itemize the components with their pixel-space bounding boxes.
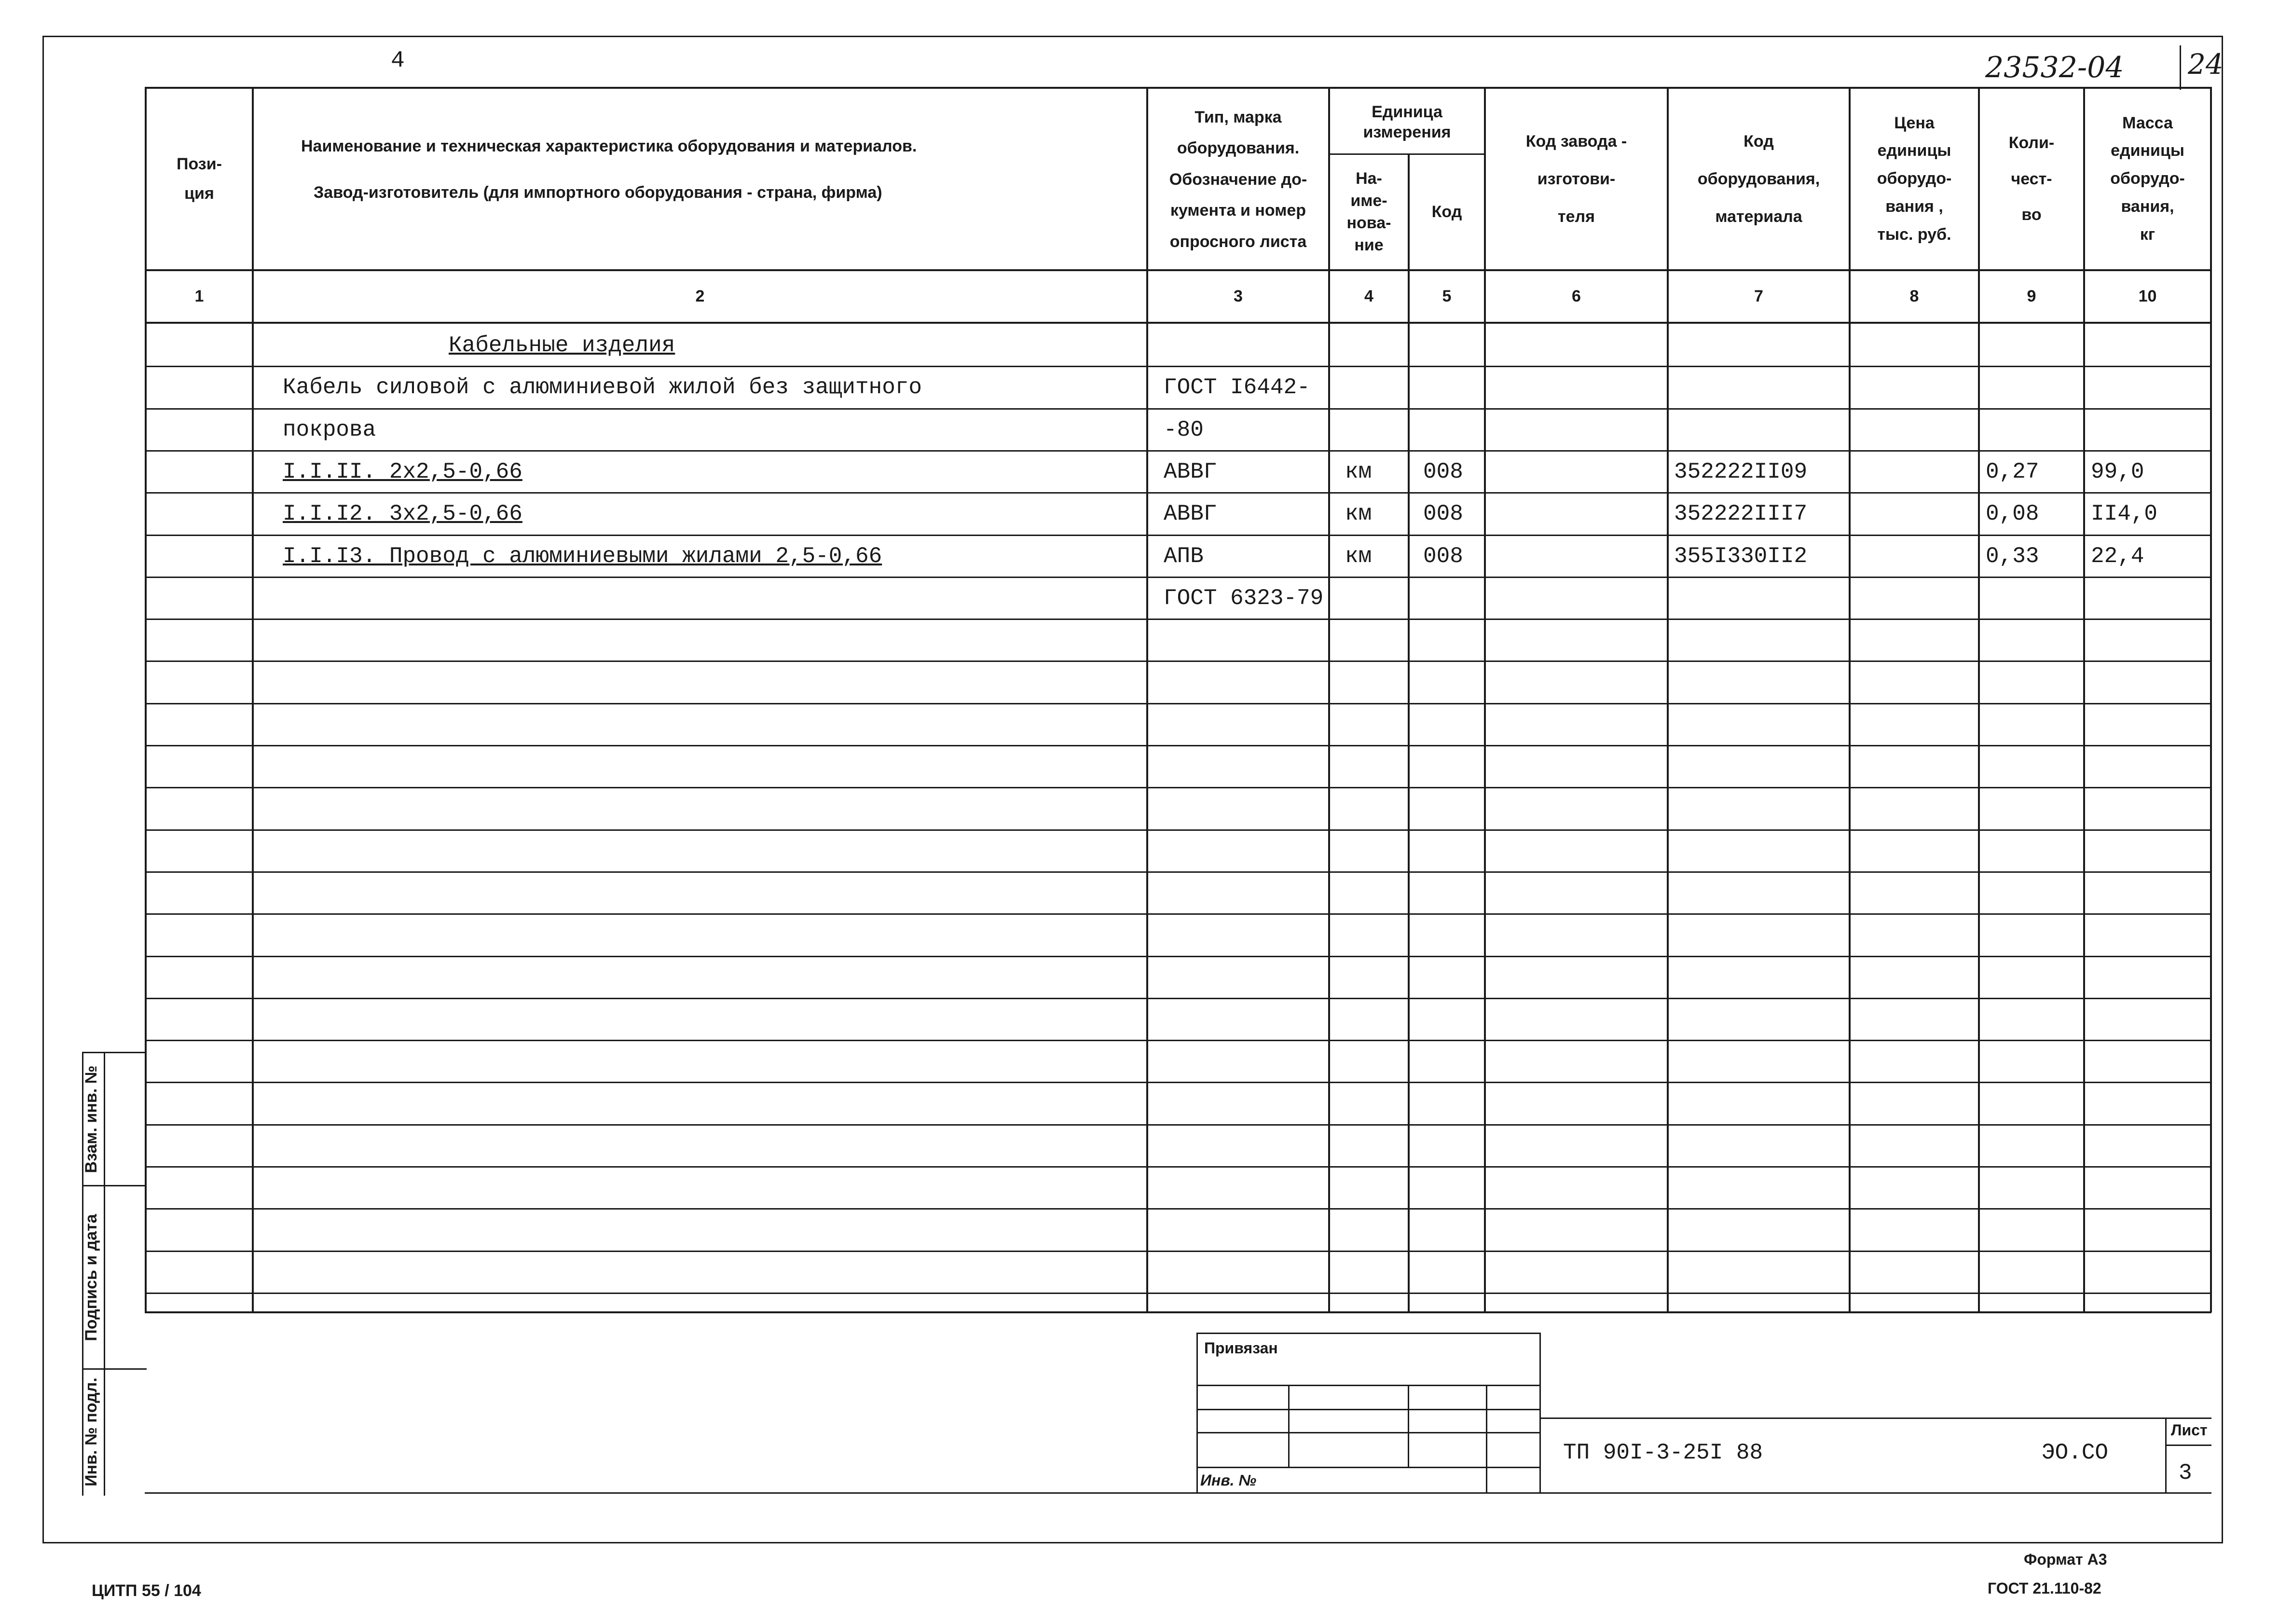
header-name-line1: Наименование и техническая характеристика оборудования и материалов. [301,137,917,155]
bound-grid-v2 [1408,1385,1409,1467]
stamp-label: ЦИТП 55 / 104 [92,1582,201,1600]
row-name: Кабель силовой с алюминиевой жилой без защитного [283,375,922,400]
col-divider-7 [1849,87,1851,1312]
unit-group-divider [1328,153,1486,155]
col-divider-5 [1484,87,1486,1312]
frame-right [2222,36,2223,1543]
bound-grid-h4 [1196,1467,1541,1468]
column-number: 6 [1572,287,1581,305]
frame-top [42,36,2223,37]
row-type: ГОСТ I6442- [1164,375,1310,400]
header-type-text: Тип, марка оборудования. Обозначение до- кумента и номер опросного листа [1169,108,1307,251]
header-price [1851,89,1978,269]
header-position-text: Пози- ция [177,154,222,203]
stamp-sign-date: Подпись и дата [82,1214,100,1341]
bound-label: Привязан [1204,1339,1278,1357]
page-index-box-left [2180,45,2181,90]
bound-box-left [1196,1333,1198,1494]
row-material-code: 352222III7 [1674,501,1808,526]
column-number: 7 [1754,287,1763,305]
row-material-code: 352222II09 [1674,459,1808,484]
col-divider-1 [252,87,254,1312]
row-line [145,913,2211,915]
row-mass: 99,0 [2091,459,2144,484]
designation-top [1539,1418,2211,1419]
col-divider-8 [1978,87,1980,1312]
row-line [145,1082,2211,1083]
row-type: -80 [1164,417,1204,442]
column-number: 2 [695,287,705,305]
row-line [145,661,2211,662]
col-divider-9 [2083,87,2085,1312]
header-unit-name-text: На- име- нова- ние [1346,169,1391,254]
header-type [1148,92,1328,267]
bound-grid-v3 [1486,1385,1487,1494]
stamp-top [82,1052,147,1053]
header-name-line2: Завод-изготовитель (для импортного оборудования - страна, фирма) [314,183,882,202]
row-code: 008 [1423,459,1463,484]
column-number: 3 [1234,287,1243,305]
col-divider-4 [1408,153,1410,1311]
row-name: I.I.I3. Провод с алюминиевыми жилами 2,5-0,66 [283,544,882,569]
bound-grid-v1 [1288,1385,1290,1467]
bound-box-right [1539,1333,1541,1494]
header-unit-group [1330,92,1484,152]
column-number: 5 [1442,287,1452,305]
frame-bottom [42,1542,2223,1543]
row-line [145,577,2211,578]
row-line [145,1040,2211,1041]
designation: ТП 90I-3-25I 88 [1563,1440,1763,1465]
row-quantity: 0,27 [1986,459,2039,484]
header-unit-code-text: Код [1431,203,1462,221]
row-line [145,1124,2211,1126]
header-factory-code-text: Код завода - изготови- теля [1525,132,1627,226]
row-line [145,535,2211,536]
header-unit-name [1330,155,1408,269]
row-type: АВВГ [1164,501,1217,526]
row-line [145,408,2211,410]
row-line [145,492,2211,494]
bound-grid-h1 [1196,1385,1541,1386]
column-number: 9 [2027,287,2036,305]
stamp-inv-no: Взам. инв. № [82,1065,100,1173]
row-line [145,1208,2211,1210]
title-top [145,1311,2211,1313]
header-mass [2085,89,2210,269]
sheet-number: 3 [2179,1460,2192,1486]
row-line [145,998,2211,999]
row-unit: км [1345,544,1372,569]
row-name: покрова [283,417,376,442]
format-label: Формат А3 [2024,1551,2107,1568]
header-factory-code [1486,89,1667,269]
row-name: Кабельные изделия [449,333,675,358]
row-line [145,366,2211,367]
column-number: 1 [194,287,204,305]
row-type: АВВГ [1164,459,1217,484]
row-line [145,787,2211,788]
frame-left [42,36,44,1543]
row-quantity: 0,33 [1986,544,2039,569]
row-unit: км [1345,501,1372,526]
row-code: 008 [1423,501,1463,526]
top-number: 4 [391,48,405,74]
row-mass: II4,0 [2091,501,2158,526]
sheet-cell-left [2165,1418,2167,1494]
row-line [145,871,2211,873]
row-line [145,745,2211,746]
row-line [145,1251,2211,1252]
title-bottom [145,1492,2211,1494]
bound-box-top [1196,1333,1541,1334]
header-unit-code [1410,155,1484,269]
bound-grid-h3 [1196,1432,1541,1433]
row-line [145,703,2211,704]
column-number: 4 [1364,287,1373,305]
header-price-text: Цена единицы оборудо- вания , тыс. руб. [1877,113,1952,244]
stamp-divider-col [104,1052,105,1496]
col-divider-2 [1146,87,1148,1312]
row-line [145,829,2211,831]
column-number: 10 [2138,287,2157,305]
standard-label: ГОСТ 21.110-82 [1988,1580,2101,1597]
row-line [145,1293,2211,1294]
row-name: I.I.II. 2х2,5-0,66 [283,459,522,484]
header-mass-text: Масса единицы оборудо- вания, кг [2110,113,2185,244]
header-material-code [1669,89,1849,269]
row-unit: км [1345,459,1372,484]
header-quantity [1980,89,2083,269]
page-index: 24 [2188,48,2224,81]
numbers-bottom [145,322,2211,324]
header-unit-group-text: Единица измерения [1363,102,1451,141]
stamp-sep-1 [82,1185,147,1186]
row-line [145,1166,2211,1168]
header-position [147,89,252,269]
col-divider-6 [1667,87,1669,1312]
doc-number: 23532-04 [1985,51,2124,84]
row-material-code: 355I330II2 [1674,544,1808,569]
row-line [145,450,2211,452]
row-mass: 22,4 [2091,544,2144,569]
header-material-code-text: Код оборудования, материала [1697,132,1820,226]
col-divider-3 [1328,87,1330,1312]
row-quantity: 0,08 [1986,501,2039,526]
stamp-inv-orig: Инв. № подл. [82,1377,100,1486]
row-type: АПВ [1164,544,1204,569]
header-quantity-text: Коли- чест- во [2008,133,2055,224]
row-type: ГОСТ 6323-79 [1164,586,1324,611]
sheet-label: Лист [2171,1421,2208,1439]
row-line [145,619,2211,620]
bound-grid-h2 [1196,1409,1541,1410]
row-line [145,956,2211,957]
section: ЭО.СО [2042,1440,2109,1465]
row-code: 008 [1423,544,1463,569]
sheet-cell-mid [2165,1445,2211,1446]
inv-label: Инв. № [1200,1472,1257,1489]
row-name: I.I.I2. 3х2,5-0,66 [283,501,522,526]
column-number: 8 [1909,287,1919,305]
